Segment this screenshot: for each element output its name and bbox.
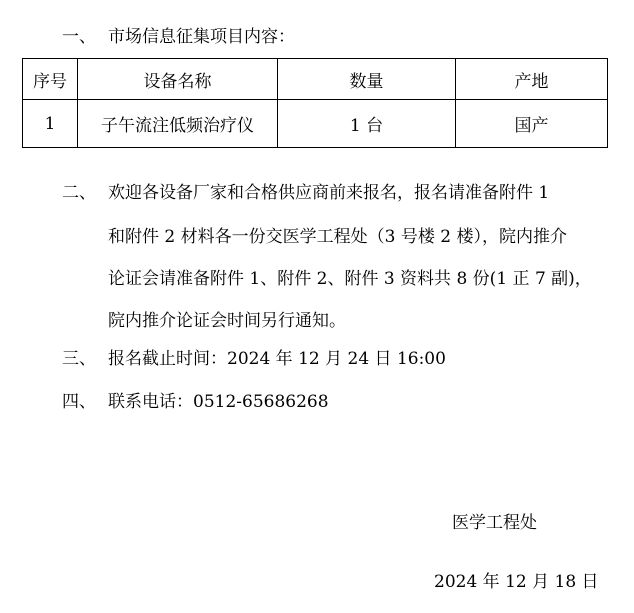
section-2-text-line: 院内推介论证会时间另行通知。 <box>108 311 346 331</box>
cell-origin: 国产 <box>456 100 608 148</box>
section-1-number: 一、 <box>62 27 96 47</box>
cell-index: 1 <box>23 100 78 148</box>
section-2-text-line: 和附件 2 材料各一份交医学工程处（3 号楼 2 楼），院内推介 <box>108 227 567 247</box>
section-2-text-line: 欢迎各设备厂家和合格供应商前来报名，报名请准备附件 1 <box>108 183 550 203</box>
section-2-number: 二、 <box>62 183 96 203</box>
cell-quantity: 1 台 <box>278 100 456 148</box>
section-2-text-line: 论证会请准备附件 1、附件 2、附件 3 资料共 8 份(1 正 7 副)， <box>108 269 592 289</box>
section-4-number: 四、 <box>62 392 96 412</box>
signature-department: 医学工程处 <box>452 513 537 533</box>
registration-deadline: 报名截止时间：2024 年 12 月 24 日 16:00 <box>108 349 446 369</box>
section-1-heading: 市场信息征集项目内容： <box>108 27 295 47</box>
header-origin: 产地 <box>456 59 608 100</box>
items-table <box>22 58 608 148</box>
table-row <box>23 100 608 148</box>
contact-phone: 联系电话：0512-65686268 <box>108 392 329 412</box>
header-device-name: 设备名称 <box>78 59 278 100</box>
header-quantity: 数量 <box>278 59 456 100</box>
cell-device-name: 子午流注低频治疗仪 <box>78 100 278 148</box>
signature-date: 2024 年 12 月 18 日 <box>434 572 599 592</box>
table-header-row <box>23 59 608 100</box>
section-3-number: 三、 <box>62 349 96 369</box>
header-index: 序号 <box>23 59 78 100</box>
